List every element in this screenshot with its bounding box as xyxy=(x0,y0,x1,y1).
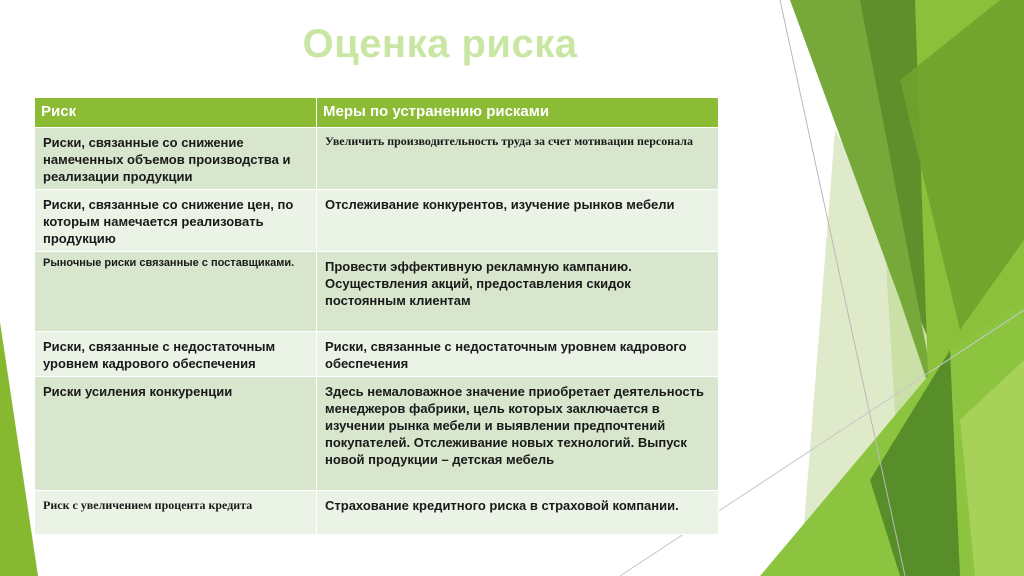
measure-cell: Страхование кредитного риска в страховой компании. xyxy=(317,491,719,535)
measure-cell: Риски, связанные с недостаточным уровнем кадрового обеспечения xyxy=(317,332,719,377)
header-risk: Риск xyxy=(35,98,317,128)
table-row xyxy=(35,332,719,377)
measure-cell: Провести эффективную рекламную кампанию. Осуществления акций, предоставления скидок постоянным клиентам xyxy=(317,252,719,332)
slide-title: Оценка риска xyxy=(302,22,578,66)
measure-cell: Увеличить производительность труда за счет мотивации персонала xyxy=(317,128,719,190)
table-row xyxy=(35,190,719,252)
table-row xyxy=(35,491,719,535)
risk-table xyxy=(34,97,719,535)
left-green-triangle xyxy=(0,322,38,576)
risk-cell: Риск с увеличением процента кредита xyxy=(35,491,317,535)
risk-cell: Риски, связанные с недостаточным уровнем кадрового обеспечения xyxy=(35,332,317,377)
risk-cell: Риски, связанные со снижение намеченных объемов производства и реализации продукции xyxy=(35,128,317,190)
measure-cell: Здесь немаловажное значение приобретает деятельность менеджеров фабрики, цель которых заключается в изучении рынка мебели и выявлении предпочтений покупателей. Отслеживание новых технологий. Выпуск новой продукции – детская мебель xyxy=(317,377,719,491)
risk-cell: Риски усиления конкуренции xyxy=(35,377,317,491)
risk-cell: Рыночные риски связанные с поставщиками. xyxy=(35,252,317,332)
table-row xyxy=(35,252,719,332)
table-row xyxy=(35,377,719,491)
table-row xyxy=(35,128,719,190)
measure-cell: Отслеживание конкурентов, изучение рынков мебели xyxy=(317,190,719,252)
table-header-row xyxy=(35,98,719,128)
risk-cell: Риски, связанные со снижение цен, по которым намечается реализовать продукцию xyxy=(35,190,317,252)
header-measures: Меры по устранению рисками xyxy=(317,98,719,128)
